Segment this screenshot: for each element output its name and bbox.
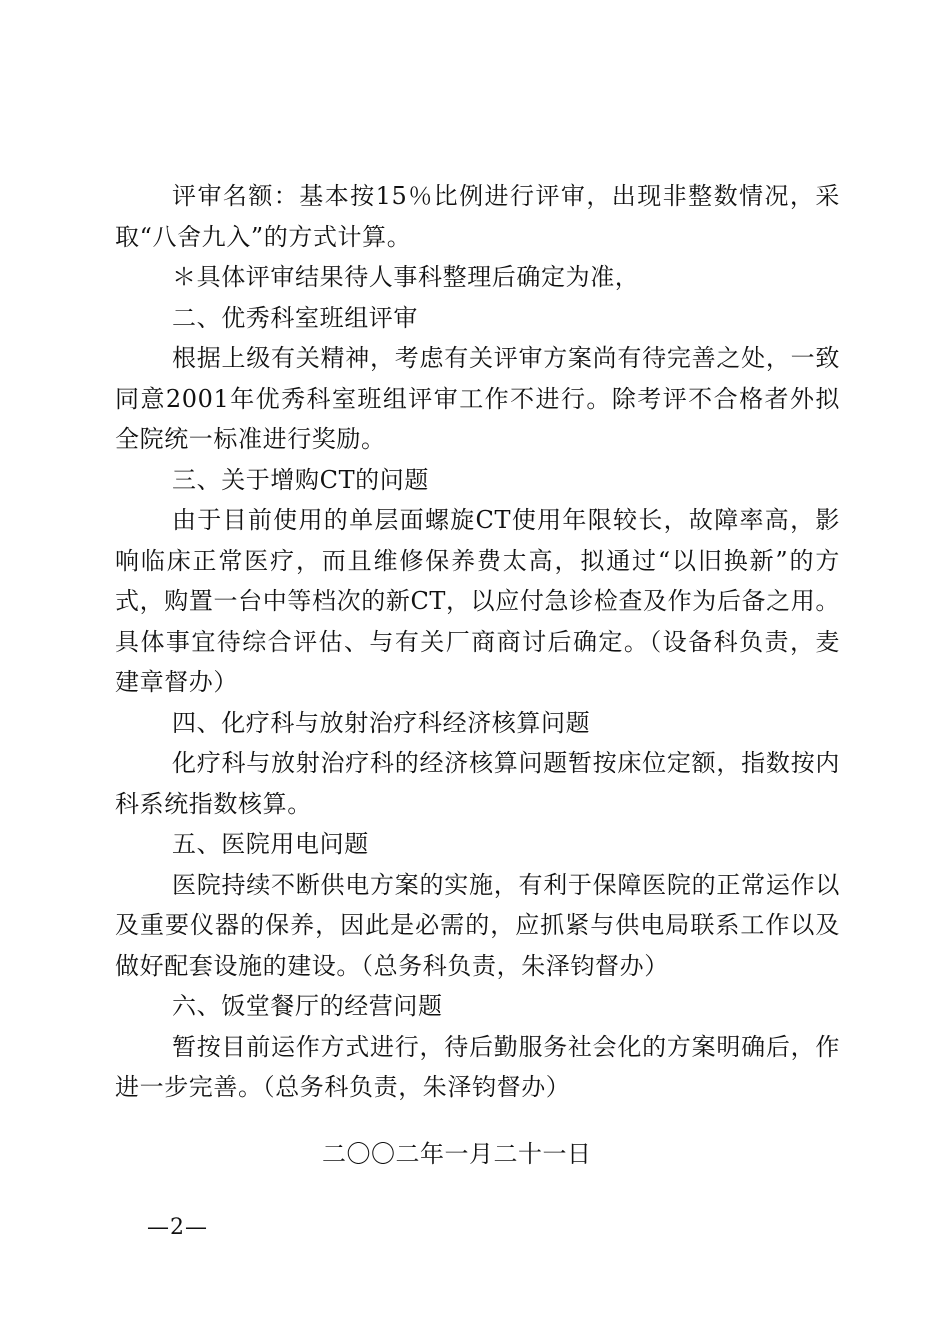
section-heading-5: 五、医院用电问题	[172, 830, 369, 858]
paragraph-section-6: 暂按目前运作方式进行，待后勤服务社会化的方案明确后，作进一步完善。（总务科负责，朱泽钧督办）	[115, 1032, 840, 1101]
document-date: 二〇〇二年一月二十一日	[322, 1140, 592, 1168]
section-heading-4: 四、化疗科与放射治疗科经济核算问题	[172, 708, 591, 737]
paragraph-section-4: 化疗科与放射治疗科的经济核算问题暂按床位定额，指数按内科系统指数核算。	[115, 749, 840, 818]
paragraph-review-quota: 评审名额：基本按15％比例进行评审，出现非整数情况，采取“八舍九入”的方式计算。	[115, 182, 840, 251]
paragraph-section-2: 根据上级有关精神，考虑有关评审方案尚有待完善之处，一致同意2001年优秀科室班组评审工作不进行。除考评不合格者外拟全院统一标准进行奖励。	[115, 344, 840, 453]
paragraph-review-note: ＊具体评审结果待人事科整理后确定为准，	[172, 263, 640, 291]
section-heading-2: 二、优秀科室班组评审	[172, 303, 418, 332]
paragraph-section-3: 由于目前使用的单层面螺旋CT使用年限较长，故障率高，影响临床正常医疗，而且维修保养费太高，拟通过“以旧换新”的方式，购置一台中等档次的新CT，以应付急诊检查及作为后备之用。具体事宜待综合评估、与有关厂商商讨后确定。（设备科负责，麦建章督办）	[115, 506, 840, 696]
section-heading-3: 三、关于增购CT的问题	[172, 465, 429, 494]
paragraph-section-5: 医院持续不断供电方案的实施，有利于保障医院的正常运作以及重要仪器的保养，因此是必需的，应抓紧与供电局联系工作以及做好配套设施的建设。（总务科负责，朱泽钧督办）	[115, 870, 840, 980]
document-body	[115, 176, 840, 1108]
page-number: —2—	[147, 1215, 208, 1240]
section-heading-6: 六、饭堂餐厅的经营问题	[172, 992, 443, 1020]
